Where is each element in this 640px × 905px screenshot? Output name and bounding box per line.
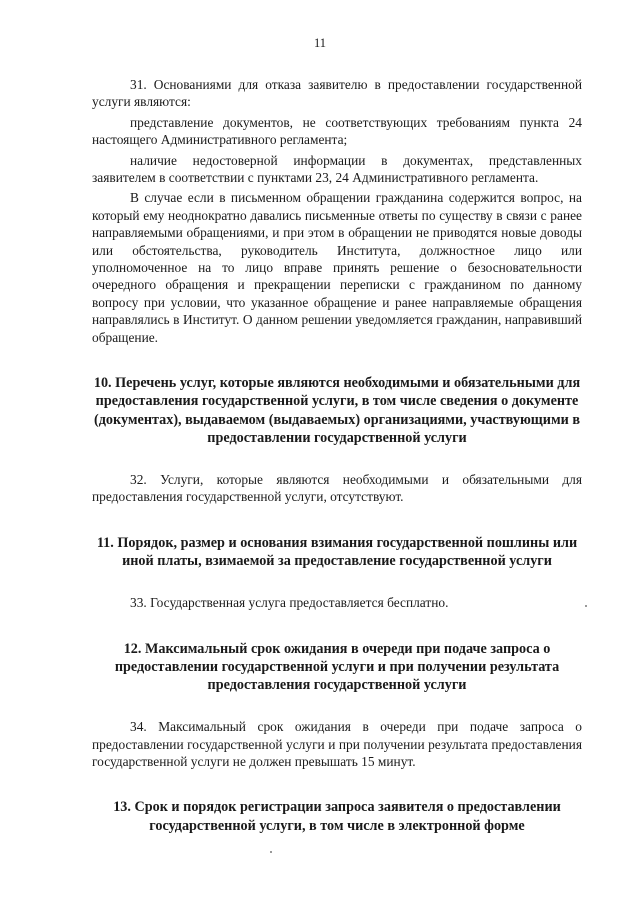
clause-33: 33. Государственная услуга предоставляется бесплатно. [130, 595, 449, 611]
clause-31-item-1: представление документов, не соответствующих требованиям пункта 24 настоящего Административного регламента; [92, 114, 582, 148]
document-body [92, 76, 582, 835]
clause-34: 34. Максимальный срок ожидания в очереди при подаче запроса о предоставлении государственной услуги и при получении результата предоставления государственной услуги не должен превышать 15 минут. [92, 719, 582, 769]
section-13-heading: 13. Срок и порядок регистрации запроса заявителя о предоставлении государственной услуги, в том числе в электронной форме [113, 799, 561, 834]
section-11-heading: 11. Порядок, размер и основания взимания государственной пошлины или иной платы, взимаемой за предоставление государственной услуги [96, 534, 578, 569]
clause-31-intro: 31. Основаниями для отказа заявителю в предоставлении государственной услуги являются: [92, 77, 582, 110]
scan-speck [585, 605, 587, 607]
clause-31-paragraph: В случае если в письменном обращении гражданина содержится вопрос, на который ему неоднократно давались письменные ответы по существу в связи с ранее направляемыми обращениями, и при этом в обращении не приводятся новые доводы или обстоятельства, руководитель Института, должностное лицо или уполномоченное на то лицо вправе принять решение о безосновательности очередного обращения и прекращении переписки с гражданином по данному вопросу при условии, что указанное обращение и ранее направляемые обращения направлялись в Институт. О данном решении уведомляется гражданин, направивший обращение. [92, 190, 582, 345]
scan-speck [270, 851, 272, 853]
clause-32: 32. Услуги, которые являются необходимыми и обязательными для предоставления государственной услуги, отсутствуют. [92, 471, 582, 505]
page-number: 11 [313, 36, 327, 50]
section-10-heading: 10. Перечень услуг, которые являются необходимыми и обязательными для предоставления государственной услуги, в том числе сведения о документе (документах), выдаваемом (выдаваемых) организациями, участвующими в предоставлении государственной услуги [93, 375, 581, 446]
clause-31-item-2: наличие недостоверной информации в документах, представленных заявителем в соответствии с пунктами 23, 24 Административного регламента. [92, 152, 582, 186]
section-12-heading: 12. Максимальный срок ожидания в очереди при подаче запроса о предоставлении государственной услуги и при получении результата предоставления государственной услуги [114, 640, 560, 693]
